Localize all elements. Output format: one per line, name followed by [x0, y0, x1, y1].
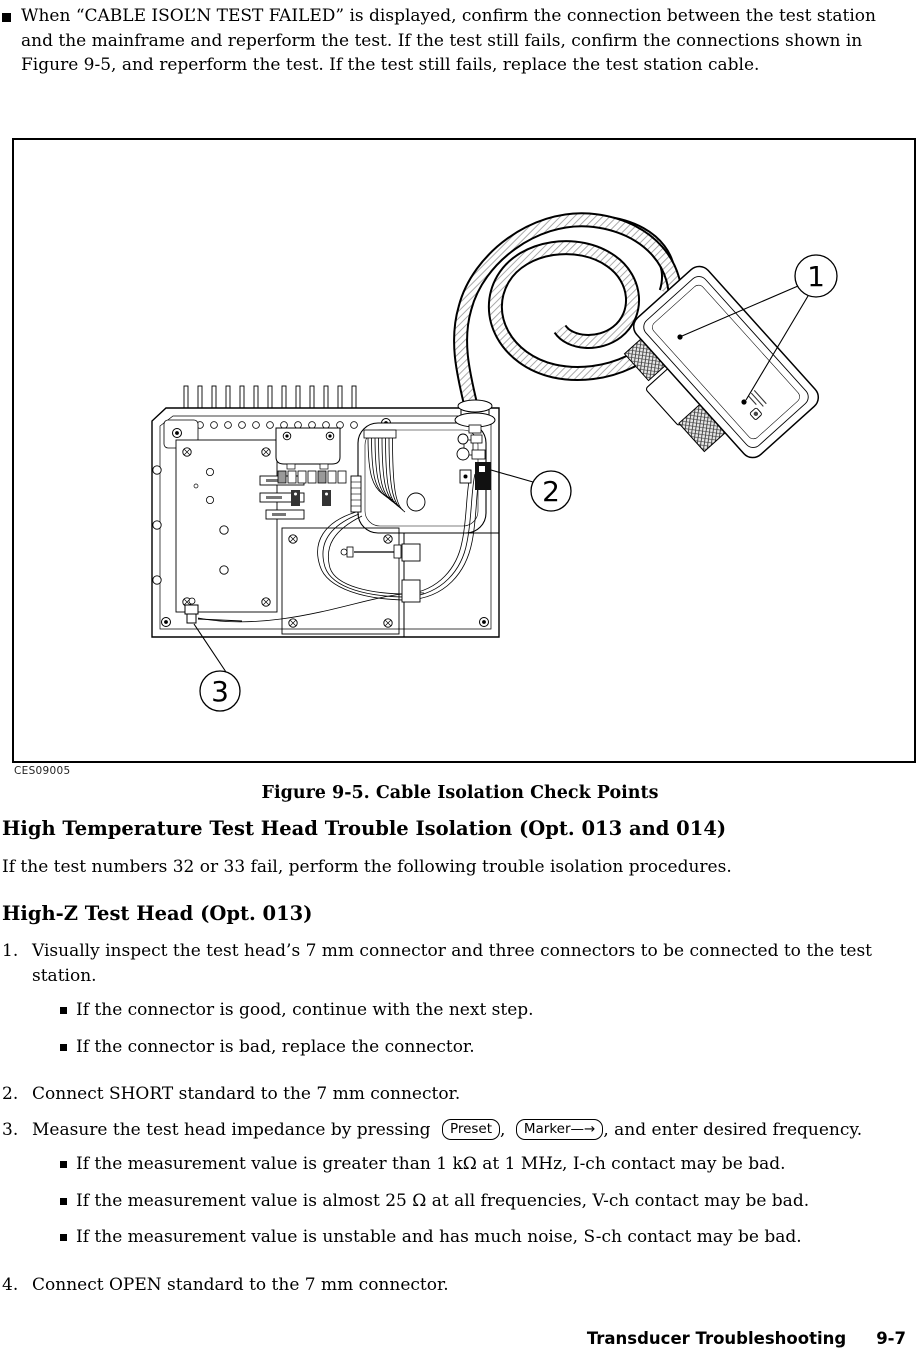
step-2-text: Connect SHORT standard to the 7 mm connector.: [32, 1084, 461, 1104]
callout-2-number: 2: [542, 475, 560, 508]
callout-2: [491, 470, 571, 511]
figure-9-5-frame: [12, 138, 916, 763]
step-4-text: Connect OPEN standard to the 7 mm connector.: [32, 1274, 449, 1295]
procedure-steps: [2, 939, 914, 1308]
heading-high-temp: High Temperature Test Head Trouble Isolation (Opt. 013 and 014): [2, 817, 727, 840]
square-bullet-icon: [60, 1234, 67, 1241]
square-bullet-icon: [60, 1198, 67, 1205]
preset-key: Preset: [442, 1119, 500, 1140]
step-3-text-suffix: , and enter desired frequency.: [603, 1119, 863, 1140]
step-2-number: 2.: [2, 1084, 19, 1104]
step-3: [2, 1118, 914, 1262]
callout-3-number: 3: [211, 675, 229, 708]
marker-key: Marker—→: [516, 1119, 603, 1140]
figure-image-code: CES09005: [14, 765, 71, 777]
step-1-text: Visually inspect the test head’s 7 mm connector and three connectors to be connected to the test station.: [32, 941, 873, 986]
step-3-bullet-1-text: If the measurement value is greater than 1 kΩ at 1 MHz, I-ch contact may be bad.: [76, 1154, 786, 1174]
step-3-separator: ,: [500, 1119, 506, 1140]
step-3-number: 3.: [2, 1119, 19, 1140]
step-1-bullet-1-text: If the connector is good, continue with the next step.: [76, 1000, 534, 1020]
step-1-bullet-2: [60, 1035, 914, 1060]
page-footer: [587, 1329, 906, 1348]
step-1: [2, 939, 914, 1071]
high-temp-body: If the test numbers 32 or 33 fail, perform the following trouble isolation procedures.: [2, 857, 732, 877]
step-4: [2, 1273, 914, 1298]
step-1-bullet-2-text: If the connector is bad, replace the connector.: [76, 1036, 475, 1057]
callout-1-number: 1: [807, 260, 825, 293]
square-bullet-icon: [2, 13, 11, 22]
mainframe-chassis: [152, 386, 499, 637]
step-3-bullet-2-text: If the measurement value is almost 25 Ω at all frequencies, V-ch contact may be bad.: [76, 1190, 810, 1211]
footer-section-title: Transducer Troubleshooting: [586, 1329, 847, 1348]
heading-high-z: High-Z Test Head (Opt. 013): [2, 902, 313, 925]
figure-caption: Figure 9-5. Cable Isolation Check Points: [261, 783, 659, 803]
footer-page-number: 9-7: [876, 1329, 906, 1348]
step-1-number: 1.: [2, 941, 19, 961]
square-bullet-icon: [60, 1044, 67, 1051]
step-2: [2, 1082, 914, 1107]
intro-bullet-item: [2, 4, 910, 78]
step-3-bullet-3: [60, 1225, 914, 1250]
square-bullet-icon: [60, 1161, 67, 1168]
step-3-text-prefix: Measure the test head impedance by pressing: [32, 1119, 431, 1140]
figure-9-5-diagram: [14, 140, 910, 757]
step-1-bullet-1: [60, 998, 914, 1023]
step-3-bullet-1: [60, 1152, 914, 1177]
square-bullet-icon: [60, 1007, 67, 1014]
step-3-bullet-2: [60, 1189, 914, 1214]
step-3-bullet-3-text: If the measurement value is unstable and has much noise, S-ch contact may be bad.: [76, 1227, 802, 1247]
step-4-number: 4.: [2, 1274, 19, 1295]
intro-bullet-text: When “CABLE ISOL’N TEST FAILED” is displayed, confirm the connection between the test station and the mainframe and reperform the test. If the test still fails, confirm the connections shown in Figure 9-5, and reperform the test. If the test still fails, replace the test station cable.: [21, 6, 876, 75]
